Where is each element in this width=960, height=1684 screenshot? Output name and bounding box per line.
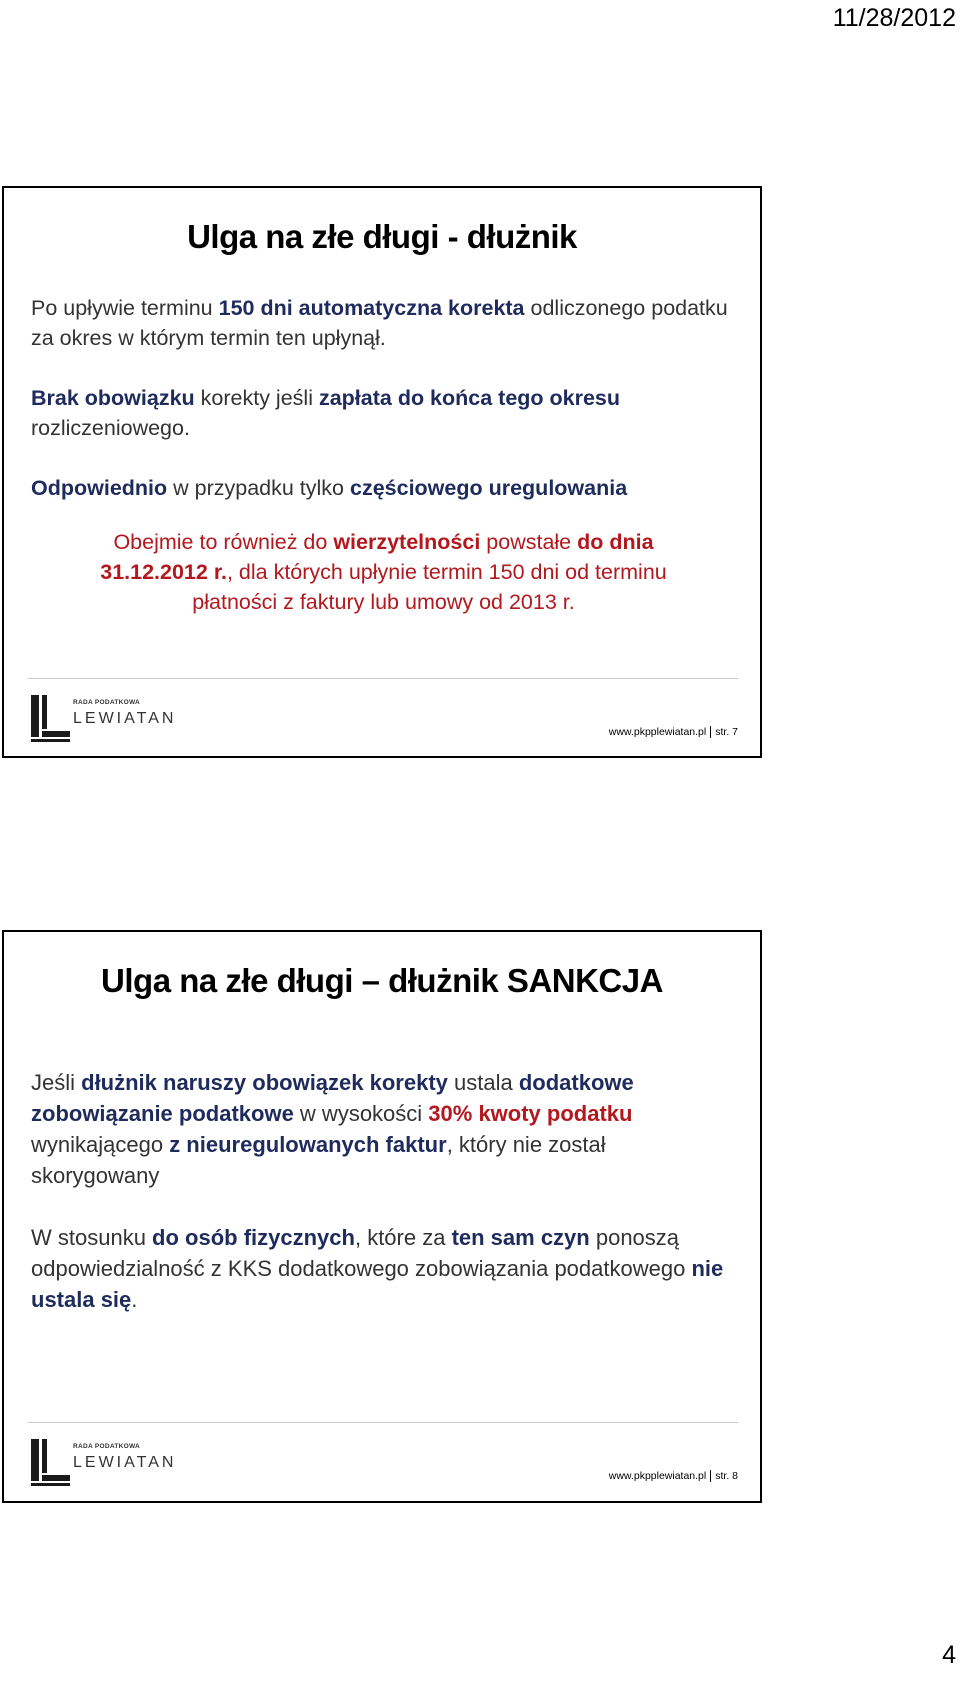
slide-7 [2,186,762,758]
paragraph-accordingly [31,473,736,503]
slide-page-number: str. 8 [715,1470,738,1482]
text: rozliczeniowego. [31,416,190,440]
logo-wordmark: LEWIATAN [73,1454,177,1471]
logo-caption: RADA PODATKOWA [73,699,141,706]
page-date: 11/28/2012 [832,4,956,32]
slide-footer [609,726,738,738]
text: ustala [447,1070,519,1095]
text-bold: ten sam czyn [451,1225,590,1250]
text-bold-red: 30% kwoty podatku [428,1101,633,1126]
lewiatan-logo [29,693,189,743]
text: w wysokości [293,1101,429,1126]
logo-caption: RADA PODATKOWA [73,1443,141,1450]
lewiatan-logo [29,1437,189,1487]
paragraph-auto-correction [31,293,736,353]
paragraph-sanction [31,1067,736,1191]
text-bold: zapłata do końca tego okresu [318,386,621,410]
text-bold: dłużnik naruszy obowiązek korekty [81,1070,448,1095]
text: odliczonego podatku za okres w którym termin ten upłynął. [31,296,728,350]
text: Po upływie terminu [31,296,219,320]
text: ponoszą odpowiedzialność z KKS dodatkowego zobowiązania podatkowego [31,1225,692,1281]
text: , które za [354,1225,452,1250]
slide-body [31,293,736,617]
text: w przypadku tylko [167,476,350,500]
website-link[interactable]: www.pkpplewiatan.pl [608,1470,707,1482]
lewiatan-mark-icon [29,693,71,743]
text-bold: Brak obowiązku [31,386,195,410]
separator [710,726,711,738]
slide-title: Ulga na złe długi – dłużnik SANKCJA [101,962,663,999]
text: , który nie został skorygowany [31,1132,606,1188]
slide-footer [609,1470,738,1482]
slide-body [31,1067,736,1315]
slide-8 [2,930,762,1503]
slide-page-number: str. 7 [715,726,738,738]
paragraph-applies-also [31,527,736,617]
text: Jeśli [31,1070,82,1095]
paragraph-no-obligation [31,383,736,443]
footer-divider [28,678,738,679]
text-bold: nie ustala się [31,1256,724,1312]
text-bold: dodatkowe zobowiązanie podatkowe [31,1070,634,1126]
footer-divider [28,1422,738,1423]
text-bold: częściowego uregulowania [349,476,628,500]
website-link[interactable]: www.pkpplewiatan.pl [608,726,707,738]
text: wynikającego [31,1132,170,1157]
text: , dla których upłynie termin 150 dni od terminu płatności z faktury lub umowy od 2013 r. [192,560,667,614]
slide-title: Ulga na złe długi - dłużnik [187,218,577,255]
text: korekty jeśli [194,386,319,410]
text-bold: do osób fizycznych [152,1225,355,1250]
page-number: 4 [942,1641,956,1669]
text-bold: wierzytelności [333,530,481,554]
logo-wordmark: LEWIATAN [73,710,177,727]
text-bold: do dnia 31.12.2012 r. [100,530,654,584]
text: . [131,1287,138,1312]
lewiatan-mark-icon [29,1437,71,1487]
paragraph-natural-persons [31,1222,736,1315]
text: W stosunku [31,1225,153,1250]
text: powstałe [480,530,578,554]
text-bold: z nieuregulowanych faktur [169,1132,447,1157]
separator [710,1470,711,1482]
text: Obejmie to również do [113,530,334,554]
text-bold: 150 dni automatyczna korekta [218,296,525,320]
text-bold: Odpowiednio [31,476,168,500]
